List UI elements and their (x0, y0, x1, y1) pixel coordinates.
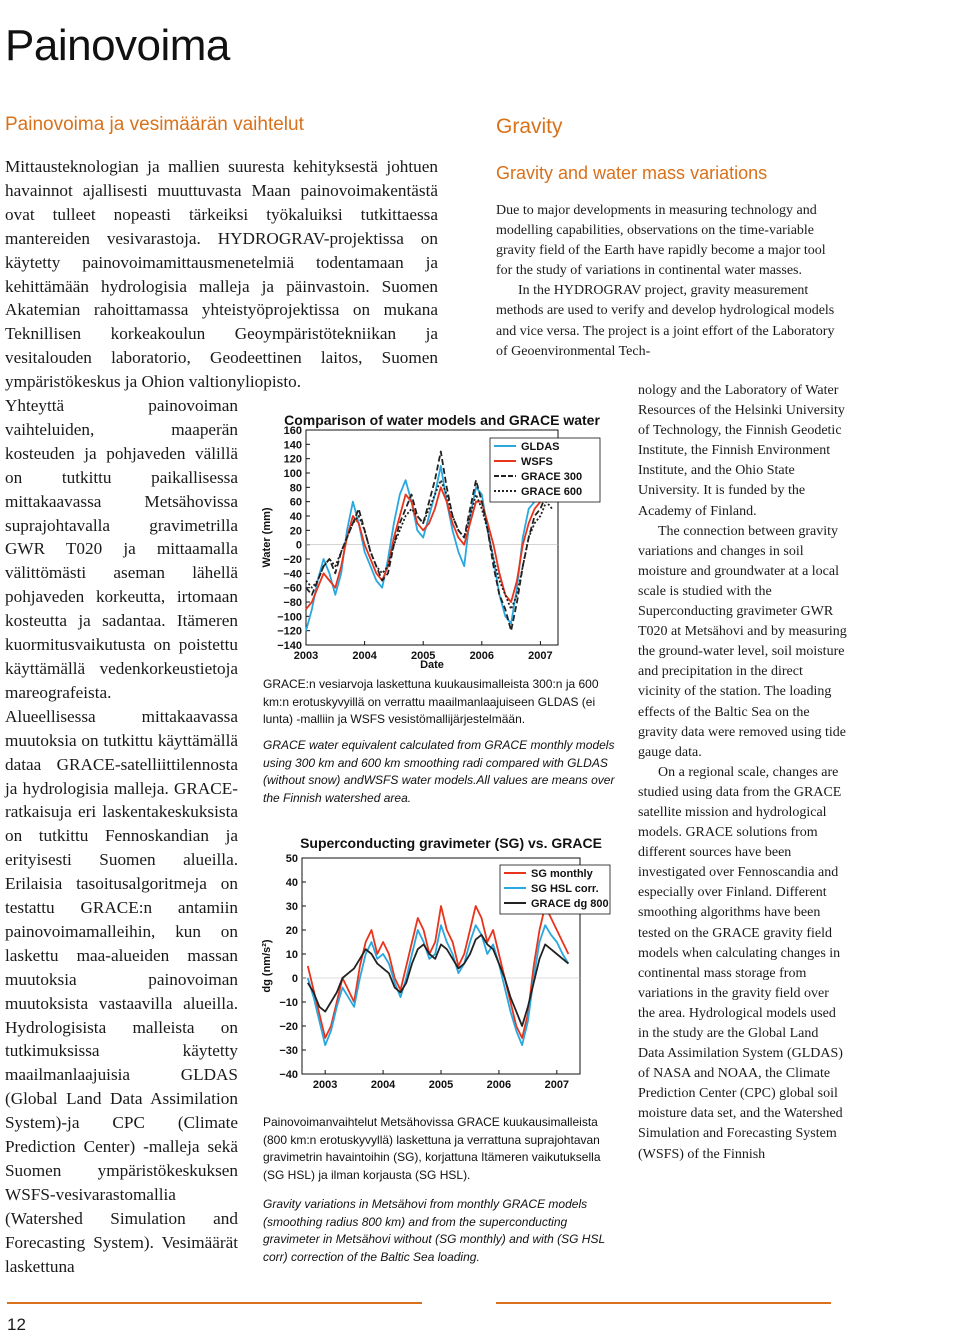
finnish-column-paragraph-1: Yhteyttä painovoiman vaihteluiden, maaperän kosteuden ja pohjaveden välillä on tutkittu paikallisessa mittakaavassa Metsähovissa suprajohtavalla gravimetrilla GWR T020 ja mittaamalla välittömästi aseman lähellä pohjaveden korkeutta, irtomaan kosteutta ja sadantaa. Itämeren kuormitusvaikutusta on poistettu käyttämällä vedenkorkeustietoja mareografeista. (5, 396, 238, 702)
y-tick-label: −20 (283, 554, 302, 566)
y-axis-label: Water (mm) (261, 507, 273, 568)
finnish-subheading: Painovoima ja vesimäärän vaihtelut (5, 114, 304, 135)
y-tick-label: −80 (283, 597, 302, 609)
english-paragraph-3: The connection between gravity variations and changes in soil moisture and groundwater at a local scale is studied with the Superconducting gravimeter GWR T020 at Metsähovi and by measuring the ground-water level, soil moisture and precipitation in the direct vicinity of the station. The loading effects of the Baltic Sea on the gravity data were removed using tide gauge data. (638, 523, 847, 760)
y-tick-label: −60 (283, 582, 302, 595)
y-tick-label: −40 (279, 1069, 298, 1081)
y-tick-label: 40 (285, 877, 298, 889)
y-tick-label: 10 (285, 949, 298, 961)
finnish-top-paragraph: Mittausteknologian ja mallien suuresta kehityksestä johtuen havainnot ajallisesti muuttuvasta Maan painovoimakentästä ovat tulleet nopeasti tärkeiksi työkaluiksi tutkittaessa mantereiden vesivarastoja. HYDROGRAV-projektissa on käytetty painovoimamittausmenetelmiä todentamaan ja kehittämään hydrologisia malleja ja päinvastoin. Suomen Akatemian rahoittamassa yhteistyöprojektissa on mukana Teknillisen korkeakoulun Geoympäristötekniikan ja vesitalouden laboratorio, Geodeettinen laitos, Suomen ympäristökeskus ja Ohion valtionyliopisto. (5, 157, 438, 392)
y-tick-label: −40 (283, 568, 302, 581)
legend-label: SG monthly (531, 868, 593, 880)
figure2-caption-en: Gravity variations in Metsähovi from monthly GRACE models (smoothing radius 800 km) and from the superconducting gravimeter in Metsähovi without (SG monthly) and with (SG HSL corr) correction of the Baltic Sea loading. (263, 1197, 605, 1264)
figure1-caption-fi: GRACE:n vesiarvoja laskettuna kuukausimalleista 300:n ja 600 km:n erotuskyvyillä on verrattu maailmanlaajuiseen GLDAS (ei lunta) -malliin ja WSFS vesistömallijärjestelmään. (263, 677, 599, 726)
legend-label: GRACE 600 (521, 486, 583, 498)
legend-label: GRACE dg 800 (531, 898, 609, 910)
english-paragraph-2-start: In the HYDROGRAV project, gravity measurement methods are used to verify and develop hydrological models and vice versa. The project is a joint effort of the Laboratory of Geoenvironmental Tech- (496, 283, 835, 359)
legend-label: SG HSL corr. (531, 883, 599, 895)
footer-rule-right (496, 1302, 831, 1304)
y-tick-label: 120 (283, 453, 302, 466)
x-tick-label: 2007 (544, 1079, 570, 1091)
english-paragraph-4: On a regional scale, changes are studied using data from the GRACE satellite mission and hydrological models. GRACE solutions from different sources have been investigated over Fennoscandia and especially over Finland. Different smoothing algorithms have been tested on the GRACE gravity field models when calculating changes in continental mass storage from variations in the gravity field over the area. Hydrological models used in the study are the Global Land Data Assimilation System (GLDAS) of NASA and NOAA, the Climate Prediction Center (CPC) global soil moisture data set, and the Watershed Simulation and Forecasting System (WSFS) of the Finnish (638, 764, 843, 1162)
finnish-column (5, 394, 238, 1279)
legend-label: GLDAS (521, 441, 560, 453)
y-tick-label: −10 (279, 997, 298, 1009)
y-tick-label: −140 (277, 640, 302, 652)
y-tick-label: 40 (289, 511, 302, 523)
english-intro (496, 201, 841, 362)
y-tick-label: −30 (279, 1045, 298, 1057)
x-tick-label: 2005 (410, 650, 436, 662)
y-tick-label: 140 (283, 439, 302, 452)
y-tick-label: −100 (277, 611, 302, 624)
x-tick-label: 2004 (370, 1079, 396, 1091)
x-tick-label: 2007 (528, 650, 553, 662)
english-column (638, 381, 848, 1165)
page-title: Painovoima (5, 21, 230, 70)
chart-title: Superconducting gravimeter (SG) vs. GRACE (300, 835, 602, 851)
english-paragraph-2-rest: nology and the Laboratory of Water Resources of the Helsinki University of Technology, the Finnish Geodetic Institute, the Finnish Environment Institute, and the Ohio State University. It is funded by the Academy of Finland. (638, 383, 845, 519)
y-axis-label: dg (nm/s²) (261, 939, 273, 993)
x-tick-label: 2003 (312, 1079, 338, 1091)
page-number: 12 (7, 1315, 26, 1334)
chart-title: Comparison of water models and GRACE water (284, 412, 600, 428)
water-models-chart (258, 405, 618, 670)
y-tick-label: 20 (285, 925, 298, 937)
x-tick-label: 2004 (352, 650, 377, 662)
y-tick-label: 20 (289, 525, 302, 538)
y-tick-label: 100 (283, 468, 302, 480)
y-tick-label: −20 (279, 1021, 298, 1033)
y-tick-label: 0 (295, 539, 302, 552)
english-heading: Gravity (496, 115, 563, 138)
gravimeter-chart (258, 828, 618, 1100)
english-paragraph-1: Due to major developments in measuring technology and modelling capabilities, observations on the time-variable gravity field of the Earth have rapidly become a major tool for the study of variations in continental water masses. (496, 203, 826, 279)
y-tick-label: 30 (285, 901, 298, 913)
finnish-intro (5, 155, 438, 394)
finnish-column-paragraph-2: Alueellisessa mittakaavassa muutoksia on tutkittu käyttämällä dataa GRACE-satelliittilennosta ja hydrologisia malleja. GRACE-ratkaisuja eri laskentakeskuksista on tutkittu Fennoskandian ja erityisesti Suomen alueilla. Erilaisia tasoitusalgoritmeja on testattu GRACE:n antamiin painovoimamalleihin, kun on laskettu maa-alueiden massan muutoksia painovoiman muutoksista vastaavilla alueilla. Hydrologisista malleista on tutkimuksissa käytetty maailmanlaajuisia GLDAS (Global Land Data Assimilation System)-ja CPC (Climate Prediction Center) -malleja sekä Suomen ympäristökeskuksen WSFS-vesivarastomallia (Watershed Simulation and Forecasting System). Vesimäärät laskettuna (5, 706, 238, 1276)
x-tick-label: 2006 (486, 1079, 512, 1091)
english-subheading: Gravity and water mass variations (496, 163, 768, 183)
y-tick-label: 80 (289, 482, 302, 495)
y-tick-label: 50 (285, 853, 298, 865)
legend-label: GRACE 300 (521, 471, 583, 483)
figure1-caption-en: GRACE water equivalent calculated from GRACE monthly models using 300 km and 600 km smoothing radi compared with GLDAS (without snow) andWSFS water models.All values are means over the Finnish watershed area. (263, 738, 615, 805)
legend-label: WSFS (521, 456, 553, 468)
x-tick-label: 2005 (428, 1079, 454, 1091)
x-tick-label: 2006 (469, 650, 495, 662)
x-tick-label: 2003 (293, 650, 319, 662)
y-tick-label: 160 (283, 425, 302, 437)
x-axis-label: Date (420, 659, 444, 670)
footer-rule-left (7, 1302, 422, 1304)
y-tick-label: −120 (277, 625, 302, 638)
figure2-caption-fi: Painovoimanvaihtelut Metsähovissa GRACE kuukausimalleista (800 km:n erotuskyvyllä) laskettuna ja verrattuna suprajohtavan gravimetrin havaintoihin (SG), korjattuna Itämeren vaikutuksella (SG HSL) ja ilman korjausta (SG HSL). (263, 1115, 601, 1182)
y-tick-label: 0 (291, 973, 298, 985)
y-tick-label: 60 (289, 496, 302, 509)
series-line-sg-monthly (308, 906, 569, 1038)
